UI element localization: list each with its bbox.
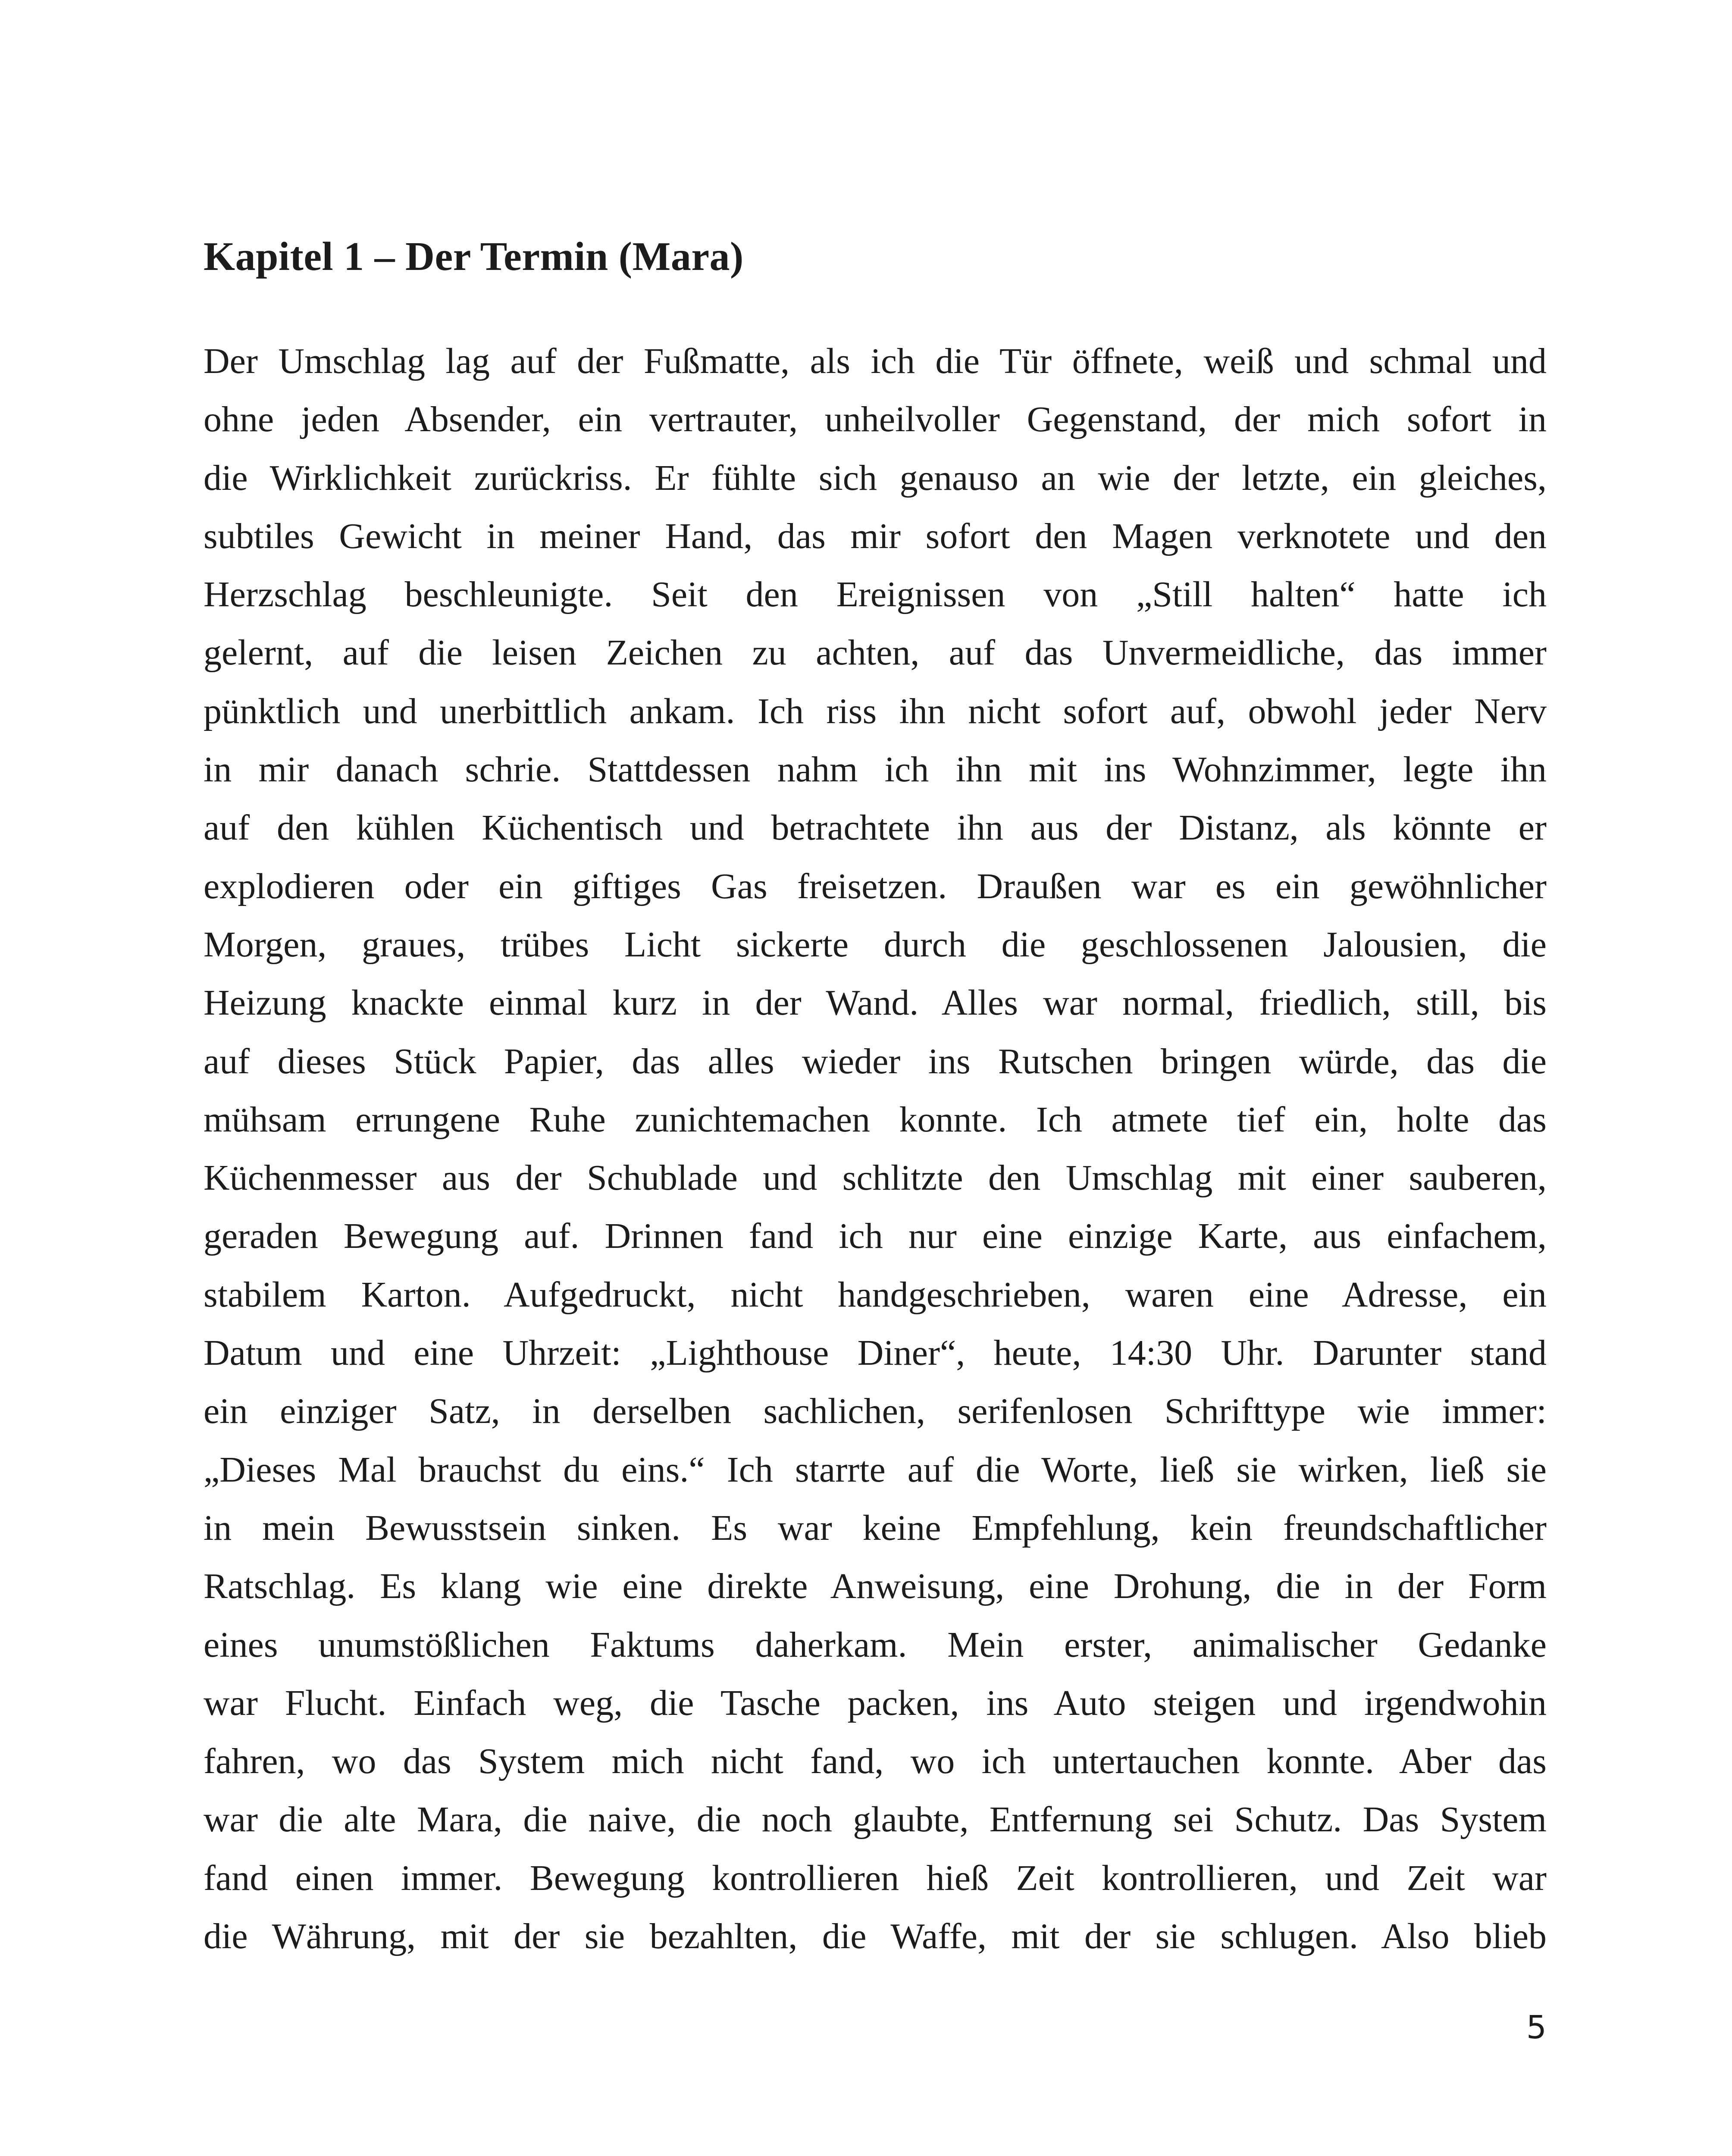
text-line: fahren, wo das System mich nicht fand, wo ich untertauchen konnte. Aber das [204, 1741, 1547, 1782]
text-line: stabilem Karton. Aufgedruckt, nicht handgeschrieben, waren eine Adresse, ein [204, 1274, 1547, 1315]
page-number: 5 [1526, 2009, 1547, 2046]
text-line: war die alte Mara, die naive, die noch glaubte, Entfernung sei Schutz. Das System [204, 1799, 1547, 1840]
text-line: in mein Bewusstsein sinken. Es war keine Empfehlung, kein freundschaftlicher [204, 1507, 1547, 1548]
text-line: eines unumstößlichen Faktums daherkam. Mein erster, animalischer Gedanke [204, 1624, 1547, 1665]
text-line: Der Umschlag lag auf der Fußmatte, als ich die Tür öffnete, weiß und schmal und [204, 341, 1547, 381]
text-line: gelernt, auf die leisen Zeichen zu achten, auf das Unvermeidliche, das immer [204, 633, 1547, 673]
text-line: in mir danach schrie. Stattdessen nahm ich ihn mit ins Wohnzimmer, legte ihn [204, 749, 1547, 790]
text-line: mühsam errungene Ruhe zunichtemachen konnte. Ich atmete tief ein, holte das [204, 1099, 1547, 1140]
text-line: war Flucht. Einfach weg, die Tasche packen, ins Auto steigen und irgendwohin [204, 1683, 1547, 1723]
text-line: auf den kühlen Küchentisch und betrachtete ihn aus der Distanz, als könnte er [204, 808, 1547, 848]
text-line: geraden Bewegung auf. Drinnen fand ich nur eine einzige Karte, aus einfachem, [204, 1216, 1547, 1257]
text-line: Morgen, graues, trübes Licht sickerte durch die geschlossenen Jalousien, die [204, 924, 1547, 965]
text-line: pünktlich und unerbittlich ankam. Ich riss ihn nicht sofort auf, obwohl jeder Nerv [204, 691, 1547, 731]
text-line: die Währung, mit der sie bezahlten, die Waffe, mit der sie schlugen. Also blieb [204, 1916, 1547, 1957]
text-line: „Dieses Mal brauchst du eins.“ Ich starrte auf die Worte, ließ sie wirken, ließ sie [204, 1449, 1547, 1490]
text-line: explodieren oder ein giftiges Gas freisetzen. Draußen war es ein gewöhnlicher [204, 866, 1547, 906]
text-line: Küchenmesser aus der Schublade und schlitzte den Umschlag mit einer sauberen, [204, 1158, 1547, 1198]
text-line: fand einen immer. Bewegung kontrollieren hieß Zeit kontrollieren, und Zeit war [204, 1858, 1547, 1898]
text-line: Heizung knackte einmal kurz in der Wand. Alles war normal, friedlich, still, bis [204, 983, 1547, 1023]
text-line: ein einziger Satz, in derselben sachlichen, serifenlosen Schrifttype wie immer: [204, 1391, 1547, 1432]
text-line: subtiles Gewicht in meiner Hand, das mir sofort den Magen verknotete und den [204, 516, 1547, 556]
body-text [204, 332, 1547, 1965]
text-line: Ratschlag. Es klang wie eine direkte Anweisung, eine Drohung, die in der Form [204, 1566, 1547, 1607]
text-line: Herzschlag beschleunigte. Seit den Ereignissen von „Still halten“ hatte ich [204, 574, 1547, 615]
text-line: auf dieses Stück Papier, das alles wieder ins Rutschen bringen würde, das die [204, 1041, 1547, 1081]
text-line: Datum und eine Uhrzeit: „Lighthouse Diner“, heute, 14:30 Uhr. Darunter stand [204, 1333, 1547, 1373]
text-line: ohne jeden Absender, ein vertrauter, unheilvoller Gegenstand, der mich sofort in [204, 399, 1547, 440]
text-line: die Wirklichkeit zurückriss. Er fühlte sich genauso an wie der letzte, ein gleiches, [204, 458, 1547, 498]
chapter-title: Kapitel 1 – Der Termin (Mara) [204, 234, 744, 279]
